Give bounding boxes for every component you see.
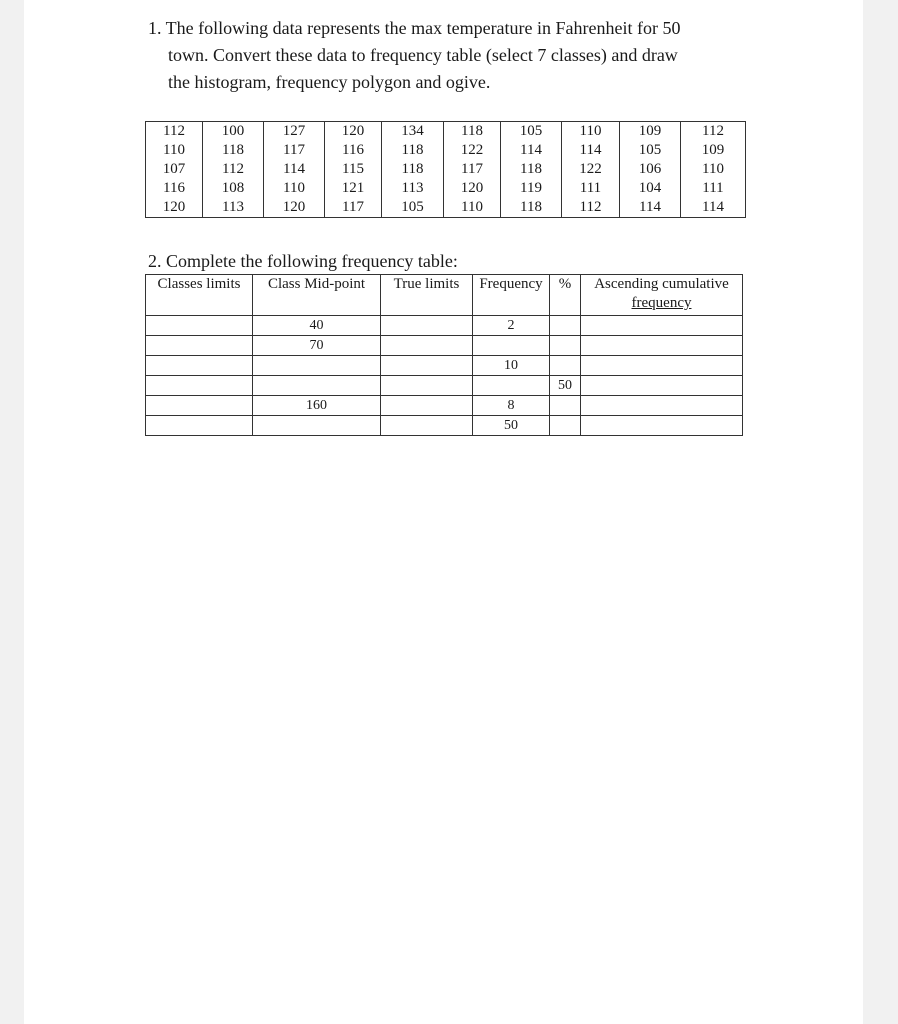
class-midpoint-cell [253, 416, 381, 436]
header-classes-limits: Classes limits [146, 275, 253, 316]
data-cell: 118 [382, 141, 444, 160]
data-cell: 110 [681, 160, 746, 179]
class-midpoint-cell [253, 356, 381, 376]
frequency-table-row [146, 416, 743, 436]
data-cell: 111 [562, 179, 620, 198]
data-cell: 116 [146, 179, 203, 198]
classes-limits-cell [146, 416, 253, 436]
data-cell: 111 [681, 179, 746, 198]
frequency-table-row [146, 396, 743, 416]
data-cell: 118 [382, 160, 444, 179]
data-cell: 122 [444, 141, 501, 160]
class-midpoint-cell [253, 376, 381, 396]
percent-cell [550, 356, 581, 376]
data-table-row [146, 122, 746, 142]
data-cell: 109 [620, 122, 681, 142]
data-cell: 115 [325, 160, 382, 179]
data-cell: 113 [203, 198, 264, 218]
data-cell: 117 [325, 198, 382, 218]
frequency-cell: 10 [473, 356, 550, 376]
classes-limits-cell [146, 336, 253, 356]
data-cell: 120 [325, 122, 382, 142]
data-cell: 100 [203, 122, 264, 142]
data-cell: 112 [681, 122, 746, 142]
data-cell: 114 [501, 141, 562, 160]
data-cell: 114 [562, 141, 620, 160]
data-cell: 117 [444, 160, 501, 179]
true-limits-cell [381, 316, 473, 336]
percent-cell [550, 416, 581, 436]
class-midpoint-cell: 40 [253, 316, 381, 336]
data-cell: 110 [146, 141, 203, 160]
frequency-table-row [146, 316, 743, 336]
class-midpoint-cell: 160 [253, 396, 381, 416]
classes-limits-cell [146, 376, 253, 396]
classes-limits-cell [146, 356, 253, 376]
data-cell: 105 [382, 198, 444, 218]
data-cell: 112 [562, 198, 620, 218]
frequency-table-header-row [146, 275, 743, 316]
frequency-cell: 8 [473, 396, 550, 416]
data-cell: 112 [203, 160, 264, 179]
header-frequency: Frequency [473, 275, 550, 316]
true-limits-cell [381, 416, 473, 436]
data-cell: 118 [203, 141, 264, 160]
frequency-table-row [146, 336, 743, 356]
data-cell: 114 [620, 198, 681, 218]
true-limits-cell [381, 336, 473, 356]
data-cell: 117 [264, 141, 325, 160]
percent-cell: 50 [550, 376, 581, 396]
true-limits-cell [381, 396, 473, 416]
header-percent: % [550, 275, 581, 316]
frequency-cell [473, 336, 550, 356]
question-1-line-1: 1. The following data represents the max temperature in Fahrenheit for 50 [148, 18, 681, 38]
percent-cell [550, 396, 581, 416]
data-table-row [146, 179, 746, 198]
header-ascending-line-1: Ascending cumulative [594, 276, 729, 292]
data-cell: 105 [620, 141, 681, 160]
data-cell: 107 [146, 160, 203, 179]
data-cell: 120 [264, 198, 325, 218]
data-cell: 114 [681, 198, 746, 218]
data-cell: 108 [203, 179, 264, 198]
data-cell: 105 [501, 122, 562, 142]
data-table-row [146, 160, 746, 179]
data-cell: 120 [146, 198, 203, 218]
classes-limits-cell [146, 316, 253, 336]
frequency-cell [473, 376, 550, 396]
data-cell: 122 [562, 160, 620, 179]
data-cell: 118 [501, 160, 562, 179]
frequency-cell: 2 [473, 316, 550, 336]
data-table-row [146, 141, 746, 160]
ascending-cumulative-cell [581, 336, 743, 356]
data-cell: 118 [501, 198, 562, 218]
question-1-text [148, 15, 748, 96]
data-cell: 134 [382, 122, 444, 142]
data-cell: 109 [681, 141, 746, 160]
frequency-table [145, 274, 743, 436]
temperature-data-table [145, 121, 746, 218]
data-table-row [146, 198, 746, 218]
percent-cell [550, 316, 581, 336]
header-ascending-cumulative-frequency [581, 275, 743, 316]
data-cell: 118 [444, 122, 501, 142]
data-cell: 113 [382, 179, 444, 198]
frequency-table-row [146, 356, 743, 376]
header-class-midpoint: Class Mid-point [253, 275, 381, 316]
percent-cell [550, 336, 581, 356]
frequency-table-row [146, 376, 743, 396]
class-midpoint-cell: 70 [253, 336, 381, 356]
data-cell: 120 [444, 179, 501, 198]
data-cell: 110 [444, 198, 501, 218]
question-1-line-3: the histogram, frequency polygon and ogive. [168, 72, 491, 92]
classes-limits-cell [146, 396, 253, 416]
ascending-cumulative-cell [581, 316, 743, 336]
data-cell: 127 [264, 122, 325, 142]
header-true-limits: True limits [381, 275, 473, 316]
ascending-cumulative-cell [581, 376, 743, 396]
ascending-cumulative-cell [581, 356, 743, 376]
ascending-cumulative-cell [581, 416, 743, 436]
data-cell: 104 [620, 179, 681, 198]
data-cell: 121 [325, 179, 382, 198]
ascending-cumulative-cell [581, 396, 743, 416]
question-1-line-2: town. Convert these data to frequency table (select 7 classes) and draw [168, 45, 678, 65]
data-cell: 110 [264, 179, 325, 198]
data-cell: 114 [264, 160, 325, 179]
data-cell: 110 [562, 122, 620, 142]
data-cell: 119 [501, 179, 562, 198]
header-ascending-line-2: frequency [631, 295, 692, 311]
data-cell: 106 [620, 160, 681, 179]
data-cell: 116 [325, 141, 382, 160]
data-cell: 112 [146, 122, 203, 142]
true-limits-cell [381, 356, 473, 376]
question-2-title: 2. Complete the following frequency table: [148, 251, 458, 271]
true-limits-cell [381, 376, 473, 396]
frequency-cell: 50 [473, 416, 550, 436]
